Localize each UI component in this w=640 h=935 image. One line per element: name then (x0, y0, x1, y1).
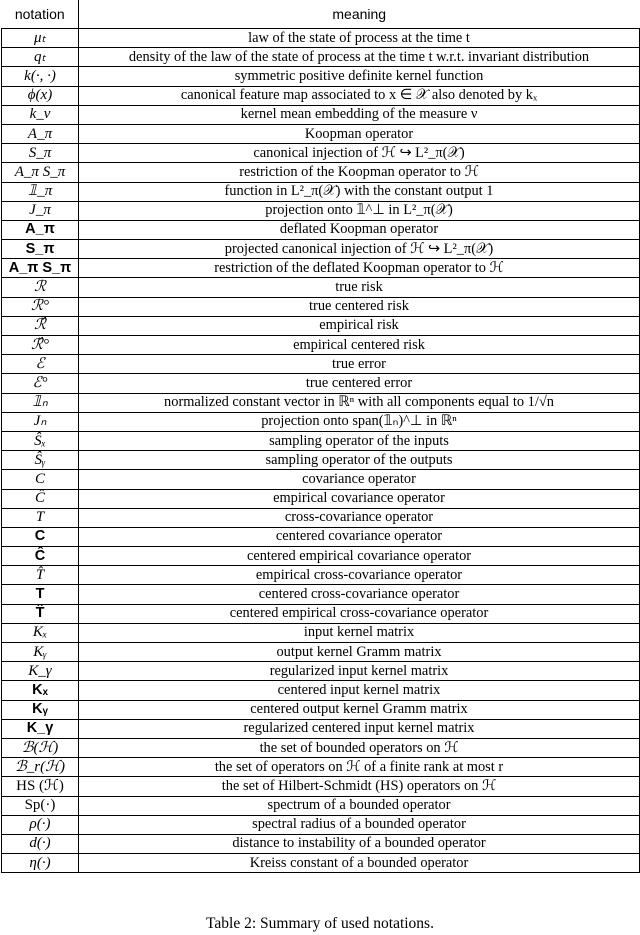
notation-cell: d(·) (2, 834, 79, 853)
table-row (2, 393, 640, 412)
table-row (2, 374, 640, 393)
notation-cell: ℬ(ℋ) (2, 738, 79, 757)
table-row (2, 316, 640, 335)
meaning-cell: empirical centered risk (79, 336, 640, 355)
notation-cell: Ŝₓ (2, 431, 79, 450)
meaning-cell: projected canonical injection of ℋ ↪ L²_π(𝒳) (79, 240, 640, 259)
table-row (2, 508, 640, 527)
notation-cell: HS (ℋ) (2, 777, 79, 796)
meaning-cell: true centered risk (79, 297, 640, 316)
table-row (2, 124, 640, 143)
table-row (2, 566, 640, 585)
table-header-row (2, 0, 640, 29)
notation-cell: Jₙ (2, 412, 79, 431)
meaning-cell: restriction of the Koopman operator to ℋ (79, 163, 640, 182)
meaning-cell: output kernel Gramm matrix (79, 643, 640, 662)
table-row (2, 662, 640, 681)
meaning-cell: empirical cross-covariance operator (79, 566, 640, 585)
meaning-cell: regularized input kernel matrix (79, 662, 640, 681)
meaning-cell: Kreiss constant of a bounded operator (79, 854, 640, 873)
table-row (2, 547, 640, 566)
notation-cell: A_π (2, 220, 79, 239)
meaning-cell: normalized constant vector in ℝⁿ with all components equal to 1/√n (79, 393, 640, 412)
table-row (2, 278, 640, 297)
table-row (2, 777, 640, 796)
table-row (2, 355, 640, 374)
notation-cell: ℛ̂° (2, 336, 79, 355)
meaning-cell: the set of operators on ℋ of a finite rank at most r (79, 758, 640, 777)
notation-cell: k(·, ·) (2, 67, 79, 86)
notation-cell: S_π (2, 144, 79, 163)
notation-cell: Ĉ (2, 547, 79, 566)
notation-cell: Kₓ (2, 623, 79, 642)
table-row (2, 336, 640, 355)
table-row (2, 527, 640, 546)
header-notation: notation (2, 0, 79, 29)
meaning-cell: centered empirical cross-covariance operator (79, 604, 640, 623)
meaning-cell: projection onto span(𝟙ₙ)^⊥ in ℝⁿ (79, 412, 640, 431)
table-row (2, 623, 640, 642)
table-row (2, 240, 640, 259)
table-row (2, 201, 640, 220)
notation-cell: T̂ (2, 566, 79, 585)
notation-cell: Kᵧ (2, 700, 79, 719)
table-row (2, 86, 640, 105)
meaning-cell: the set of bounded operators on ℋ (79, 738, 640, 757)
table-row (2, 412, 640, 431)
notation-cell: ℬ_r(ℋ) (2, 758, 79, 777)
meaning-cell: true risk (79, 278, 640, 297)
meaning-cell: function in L²_π(𝒳) with the constant output 1 (79, 182, 640, 201)
notation-cell: k_ν (2, 105, 79, 124)
meaning-cell: spectrum of a bounded operator (79, 796, 640, 815)
meaning-cell: sampling operator of the inputs (79, 431, 640, 450)
table-row (2, 67, 640, 86)
notation-cell: qₜ (2, 48, 79, 67)
meaning-cell: spectral radius of a bounded operator (79, 815, 640, 834)
notation-cell: ρ(·) (2, 815, 79, 834)
meaning-cell: covariance operator (79, 470, 640, 489)
meaning-cell: centered output kernel Gramm matrix (79, 700, 640, 719)
meaning-cell: centered input kernel matrix (79, 681, 640, 700)
notation-cell: 𝟙ₙ (2, 393, 79, 412)
table-row (2, 796, 640, 815)
notation-cell: Kᵧ (2, 643, 79, 662)
meaning-cell: Koopman operator (79, 124, 640, 143)
table-row (2, 738, 640, 757)
notation-cell: K_γ (2, 719, 79, 738)
meaning-cell: deflated Koopman operator (79, 220, 640, 239)
notation-cell: η(·) (2, 854, 79, 873)
notation-cell: J_π (2, 201, 79, 220)
table-row (2, 834, 640, 853)
table-row (2, 643, 640, 662)
notation-cell: K_γ (2, 662, 79, 681)
notation-cell: ℛ̂ (2, 316, 79, 335)
notation-cell: μₜ (2, 29, 79, 48)
notation-cell: S_π (2, 240, 79, 259)
meaning-cell: projection onto 𝟙^⊥ in L²_π(𝒳) (79, 201, 640, 220)
meaning-cell: centered cross-covariance operator (79, 585, 640, 604)
notation-cell: A_π S_π (2, 259, 79, 278)
table-row (2, 489, 640, 508)
table-row (2, 431, 640, 450)
table-row (2, 144, 640, 163)
table-row (2, 604, 640, 623)
notation-cell: C (2, 527, 79, 546)
notation-cell: A_π S_π (2, 163, 79, 182)
table-row (2, 105, 640, 124)
notation-cell: ℛ° (2, 297, 79, 316)
table-row (2, 700, 640, 719)
meaning-cell: kernel mean embedding of the measure ν (79, 105, 640, 124)
header-meaning: meaning (79, 0, 640, 29)
meaning-cell: canonical feature map associated to x ∈ 𝒳 also denoted by kₓ (79, 86, 640, 105)
table-row (2, 163, 640, 182)
table-row (2, 259, 640, 278)
meaning-cell: empirical risk (79, 316, 640, 335)
meaning-cell: centered covariance operator (79, 527, 640, 546)
notation-cell: T (2, 585, 79, 604)
meaning-cell: empirical covariance operator (79, 489, 640, 508)
notation-cell: 𝟙_π (2, 182, 79, 201)
meaning-cell: density of the law of the state of process at the time t w.r.t. invariant distribution (79, 48, 640, 67)
notation-cell: Ĉ (2, 489, 79, 508)
notation-table (1, 0, 640, 873)
table-row (2, 815, 640, 834)
meaning-cell: regularized centered input kernel matrix (79, 719, 640, 738)
meaning-cell: distance to instability of a bounded operator (79, 834, 640, 853)
notation-cell: T (2, 508, 79, 527)
notation-cell: ϕ(x) (2, 86, 79, 105)
meaning-cell: true error (79, 355, 640, 374)
table-row (2, 29, 640, 48)
table-body (2, 29, 640, 873)
meaning-cell: the set of Hilbert-Schmidt (HS) operators on ℋ (79, 777, 640, 796)
meaning-cell: sampling operator of the outputs (79, 451, 640, 470)
meaning-cell: symmetric positive definite kernel function (79, 67, 640, 86)
notation-cell: ℰ° (2, 374, 79, 393)
table-row (2, 220, 640, 239)
table-row (2, 182, 640, 201)
meaning-cell: law of the state of process at the time t (79, 29, 640, 48)
meaning-cell: centered empirical covariance operator (79, 547, 640, 566)
notation-cell: Sp(·) (2, 796, 79, 815)
table-row (2, 451, 640, 470)
notation-cell: Ŝᵧ (2, 451, 79, 470)
table-row (2, 297, 640, 316)
notation-cell: C (2, 470, 79, 489)
notation-cell: A_π (2, 124, 79, 143)
meaning-cell: canonical injection of ℋ ↪ L²_π(𝒳) (79, 144, 640, 163)
notation-cell: ℛ (2, 278, 79, 297)
table-row (2, 681, 640, 700)
notation-cell: ℰ (2, 355, 79, 374)
meaning-cell: cross-covariance operator (79, 508, 640, 527)
table-row (2, 585, 640, 604)
meaning-cell: input kernel matrix (79, 623, 640, 642)
meaning-cell: true centered error (79, 374, 640, 393)
table-row (2, 758, 640, 777)
meaning-cell: restriction of the deflated Koopman operator to ℋ (79, 259, 640, 278)
table-row (2, 470, 640, 489)
table-row (2, 854, 640, 873)
table-row (2, 719, 640, 738)
notation-cell: Kₓ (2, 681, 79, 700)
table-caption: Table 2: Summary of used notations. (206, 915, 434, 932)
notation-cell: T̂ (2, 604, 79, 623)
table-row (2, 48, 640, 67)
